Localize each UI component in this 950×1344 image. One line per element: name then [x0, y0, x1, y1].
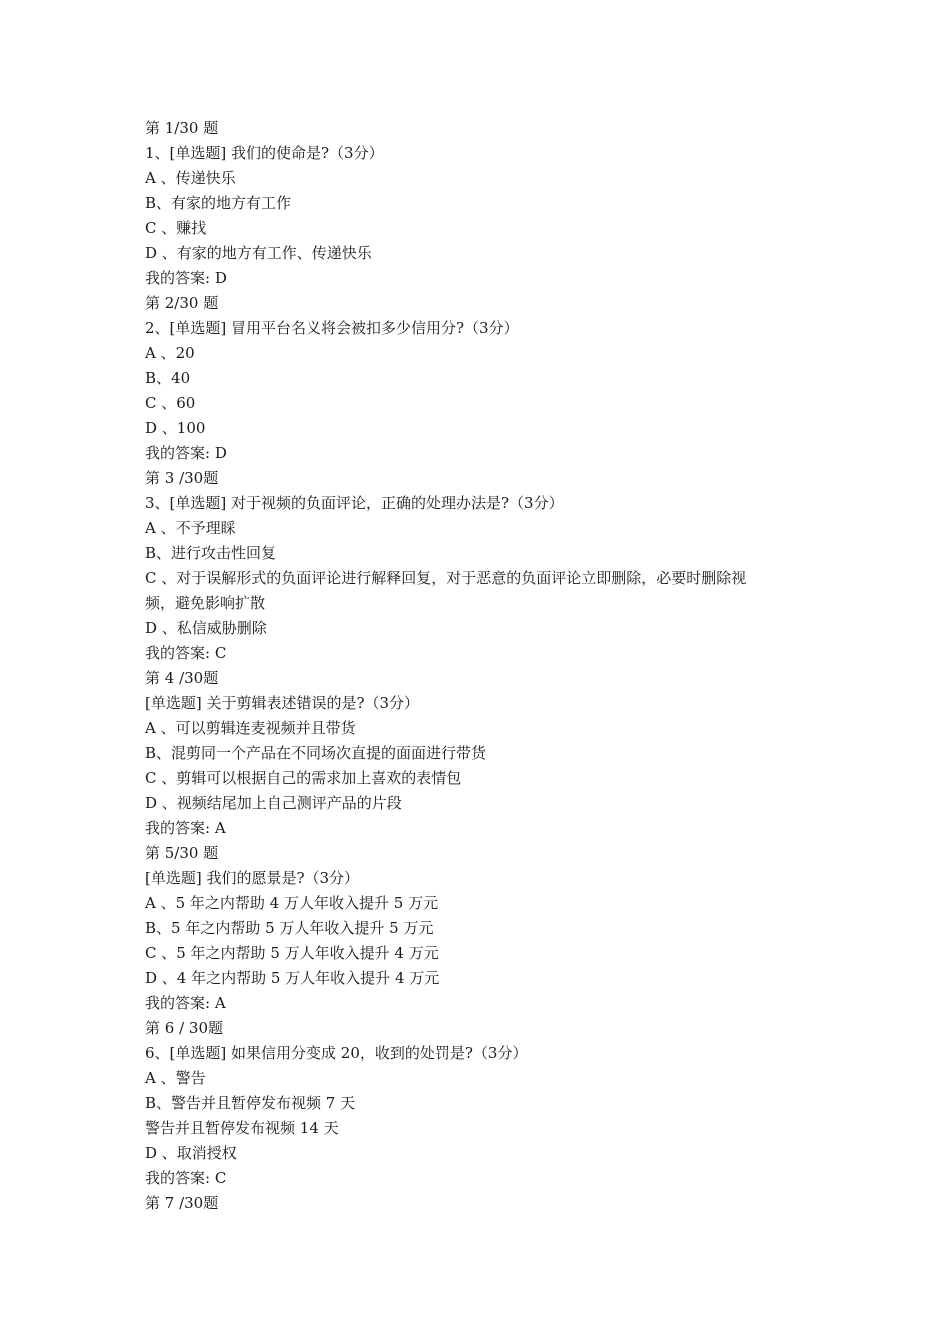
question-text: 6、[单选题] 如果信用分变成 20，收到的处罚是?（3分）: [145, 1044, 528, 1062]
option-a: A 、5 年之内帮助 4 万人年收入提升 5 万元: [145, 894, 439, 912]
option-b: B、警告并且暂停发布视频 7 天: [145, 1094, 356, 1112]
document-page: [145, 116, 825, 1216]
question-text: 1、[单选题] 我们的使命是?（3分）: [145, 144, 384, 162]
question-counter: 第 7 /30题: [145, 1194, 219, 1212]
my-answer: 我的答案: D: [145, 269, 227, 287]
option-c: 警告并且暂停发布视频 14 天: [145, 1119, 339, 1137]
option-b: B、有家的地方有工作: [145, 194, 292, 212]
option-a: A 、20: [145, 344, 195, 362]
question-counter: 第 1/30 题: [145, 119, 219, 137]
option-d: D 、有家的地方有工作、传递快乐: [145, 244, 372, 262]
question-counter: 第 6 / 30题: [145, 1019, 223, 1037]
option-c: C 、赚找: [145, 219, 207, 237]
option-b: B、混剪同一个产品在不同场次直提的面面进行带货: [145, 744, 487, 762]
option-c: C 、5 年之内帮助 5 万人年收入提升 4 万元: [145, 944, 439, 962]
option-a: A 、警告: [145, 1069, 206, 1087]
option-c: C 、剪辑可以根据自己的需求加上喜欢的表情包: [145, 769, 462, 787]
option-d: D 、取消授权: [145, 1144, 237, 1162]
my-answer: 我的答案: D: [145, 444, 227, 462]
option-d: D 、4 年之内帮助 5 万人年收入提升 4 万元: [145, 969, 440, 987]
option-a: A 、传递快乐: [145, 169, 236, 187]
question-text: 2、[单选题] 冒用平台名义将会被扣多少信用分?（3分）: [145, 319, 519, 337]
my-answer: 我的答案: A: [145, 819, 226, 837]
option-d: D 、私信威胁删除: [145, 619, 267, 637]
option-c-continued: 频，避免影响扩散: [145, 594, 266, 612]
my-answer: 我的答案: C: [145, 644, 227, 662]
question-text: [单选题] 关于剪辑表述错误的是?（3分）: [145, 694, 420, 712]
my-answer: 我的答案: C: [145, 1169, 227, 1187]
question-counter: 第 3 /30题: [145, 469, 219, 487]
option-a: A 、可以剪辑连麦视频并且带货: [145, 719, 356, 737]
option-b: B、进行攻击性回复: [145, 544, 277, 562]
question-text: 3、[单选题] 对于视频的负面评论，正确的处理办法是?（3分）: [145, 494, 564, 512]
question-text: [单选题] 我们的愿景是?（3分）: [145, 869, 360, 887]
option-c: C 、对于误解形式的负面评论进行解释回复，对于恶意的负面评论立即删除，必要时删除视: [145, 569, 747, 587]
option-a: A 、不予理睬: [145, 519, 236, 537]
option-d: D 、视频结尾加上自己测评产品的片段: [145, 794, 402, 812]
option-b: B、40: [145, 369, 191, 387]
question-counter: 第 4 /30题: [145, 669, 219, 687]
option-b: B、5 年之内帮助 5 万人年收入提升 5 万元: [145, 919, 434, 937]
question-counter: 第 5/30 题: [145, 844, 219, 862]
my-answer: 我的答案: A: [145, 994, 226, 1012]
option-d: D 、100: [145, 419, 206, 437]
option-c: C 、60: [145, 394, 196, 412]
question-counter: 第 2/30 题: [145, 294, 219, 312]
